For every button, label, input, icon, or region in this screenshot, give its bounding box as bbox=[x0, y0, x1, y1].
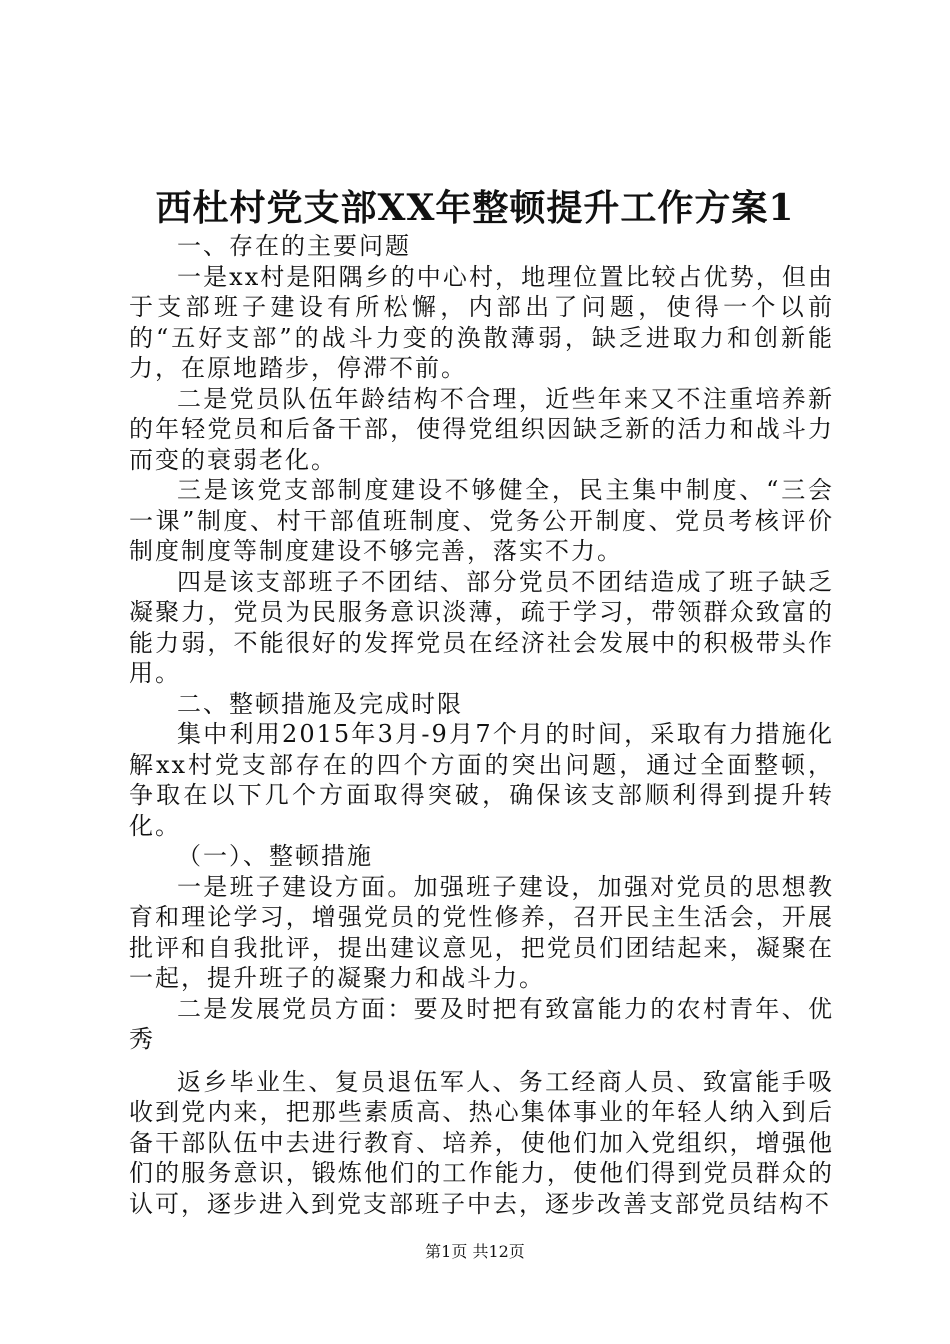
paragraph-measure-2-continued: 返乡毕业生、复员退伍军人、务工经商人员、致富能手吸收到党内来，把那些素质高、热心集体事业的年轻人纳入到后备干部队伍中去进行教育、培养，使他们加入党组织，增强他们的服务意识，锻炼他们的工作能力，使他们得到党员群众的认可，逐步进入到党支部班子中去，逐步改善支部党员结构不 bbox=[129, 1067, 834, 1218]
paragraph-problem-2: 二是党员队伍年龄结构不合理，近些年来又不注重培养新的年轻党员和后备干部，使得党组织因缺乏新的活力和战斗力而变的衰弱老化。 bbox=[129, 384, 834, 474]
paragraph-problem-1: 一是xx村是阳隅乡的中心村，地理位置比较占优势，但由于支部班子建设有所松懈，内部出了问题，使得一个以前的“五好支部”的战斗力变的涣散薄弱，缺乏进取力和创新能力，在原地踏步，停滞不前。 bbox=[129, 262, 834, 382]
paragraph-measures-intro: 集中利用2015年3月-9月7个月的时间，采取有力措施化解xx村党支部存在的四个方面的突出问题，通过全面整顿，争取在以下几个方面取得突破，确保该支部顺利得到提升转化。 bbox=[129, 720, 834, 840]
subsection-heading-measures: （一）、整顿措施 bbox=[177, 842, 373, 870]
paragraph-measure-2: 二是发展党员方面：要及时把有致富能力的农村青年、优秀 bbox=[129, 994, 834, 1053]
document-title: 西杜村党支部XX年整顿提升工作方案1 bbox=[155, 187, 795, 229]
document-body bbox=[129, 231, 834, 1219]
page-footer: 第1页 共12页 bbox=[425, 1242, 525, 1261]
section-heading-problems: 一、存在的主要问题 bbox=[177, 232, 411, 260]
section-heading-measures: 二、整顿措施及完成时限 bbox=[177, 689, 463, 718]
paragraph-problem-3: 三是该党支部制度建设不够健全，民主集中制度、“三会一课”制度、村干部值班制度、党务公开制度、党员考核评价制度制度等制度建设不够完善，落实不力。 bbox=[129, 476, 834, 565]
paragraph-measure-1: 一是班子建设方面。加强班子建设，加强对党员的思想教育和理论学习，增强党员的党性修养，召开民主生活会，开展批评和自我批评，提出建议意见，把党员们团结起来，凝聚在一起，提升班子的凝聚力和战斗力。 bbox=[129, 872, 834, 992]
paragraph-problem-4: 四是该支部班子不团结、部分党员不团结造成了班子缺乏凝聚力，党员为民服务意识淡薄，疏于学习，带领群众致富的能力弱，不能很好的发挥党员在经济社会发展中的积极带头作用。 bbox=[129, 567, 834, 687]
